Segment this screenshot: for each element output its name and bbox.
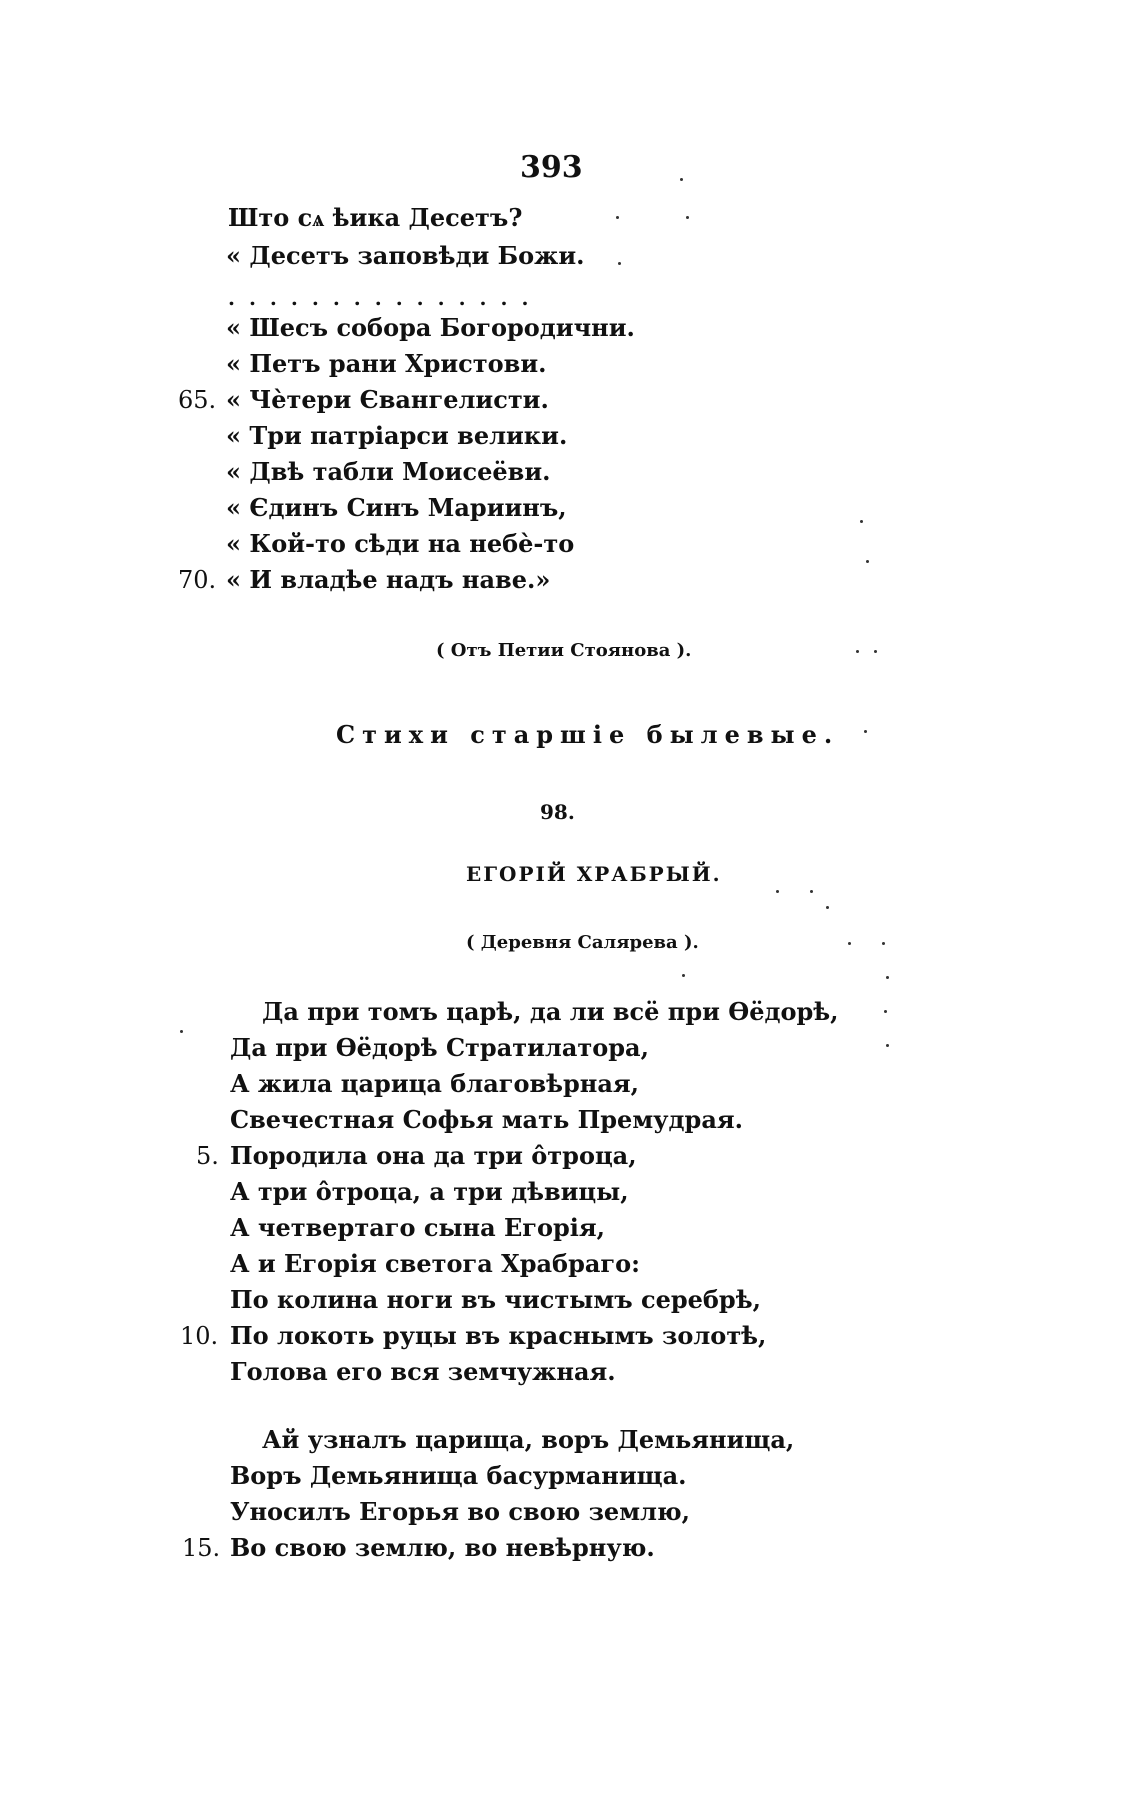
song-source: ( Деревня Салярева ). (466, 932, 699, 953)
poem-line: « Чѐтери Євангелисти. (226, 385, 549, 414)
song-line: Во свою землю, во невѣрную. (230, 1533, 655, 1562)
speck (882, 942, 885, 945)
poem-line: « Шесъ собора Богородични. (226, 313, 635, 342)
song-line: Да при томъ царѣ, да ли всё при Өёдорѣ, (262, 997, 839, 1026)
page-number: 393 (520, 150, 583, 185)
speck (180, 1030, 183, 1033)
poem-line: « И владѣе надъ наве.» (226, 565, 551, 594)
poem-line: « Три патріарси велики. (226, 421, 568, 450)
song-line: По колина ноги въ чистымъ серебрѣ, (230, 1285, 761, 1314)
ellipsis-dots: ............... (228, 286, 543, 310)
speck (682, 974, 685, 977)
speck (866, 560, 869, 563)
speck (826, 906, 829, 909)
section-title: Стихи старшіе былевые. (336, 720, 840, 749)
song-line: А три о̂троца, а три дѣвицы, (230, 1177, 629, 1206)
song-line: Свечестная Софья мать Премудрая. (230, 1105, 743, 1134)
song-number: 98. (540, 800, 575, 824)
speck (618, 262, 621, 265)
speck (616, 216, 619, 219)
speck (856, 650, 859, 653)
speck (776, 890, 779, 893)
poem-line: Што сѧ ѣика Десетъ? (228, 203, 523, 232)
speck (686, 216, 689, 219)
line-number: 70. (178, 566, 217, 594)
speck (884, 1010, 887, 1013)
song-line: Да при Өёдорѣ Стратилатора, (230, 1033, 649, 1062)
poem-line: « Кой-то сѣди на небѐ-то (226, 529, 575, 558)
song-line: А четвертаго сына Егорія, (230, 1213, 605, 1242)
speck (874, 650, 877, 653)
speck (860, 520, 863, 523)
speck (680, 178, 683, 181)
speck (864, 730, 867, 733)
line-number: 65. (178, 386, 217, 414)
song-line: А жила царица благовѣрная, (230, 1069, 639, 1098)
song-line: Породила она да три о̂троца, (230, 1141, 637, 1170)
song-title: ЕГОРІЙ ХРАБРЫЙ. (466, 862, 722, 886)
song-line: По локоть руцы въ краснымъ золотѣ, (230, 1321, 767, 1350)
line-number: 5. (196, 1142, 219, 1170)
poem-line: « Двѣ табли Моисеёви. (226, 457, 551, 486)
poem-line: « Петъ рани Христови. (226, 349, 547, 378)
speck (886, 1044, 889, 1047)
song-line: Голова его вся земчужная. (230, 1357, 616, 1386)
poem-line: « Єдинъ Синъ Мариинъ, (226, 493, 567, 522)
song-line: Воръ Демьянища басурманища. (230, 1461, 687, 1490)
song-line: А и Егорія светога Храбраго: (230, 1249, 640, 1278)
line-number: 15. (182, 1534, 221, 1562)
speck (886, 976, 889, 979)
source-note: ( Отъ Петии Стоянова ). (436, 640, 692, 661)
poem-line: « Десетъ заповѣди Божи. (226, 241, 585, 270)
song-line: Уносилъ Егорья во свою землю, (230, 1497, 690, 1526)
song-line: Ай узналъ царища, воръ Демьянища, (262, 1425, 795, 1454)
speck (848, 942, 851, 945)
line-number: 10. (180, 1322, 219, 1350)
speck (810, 890, 813, 893)
